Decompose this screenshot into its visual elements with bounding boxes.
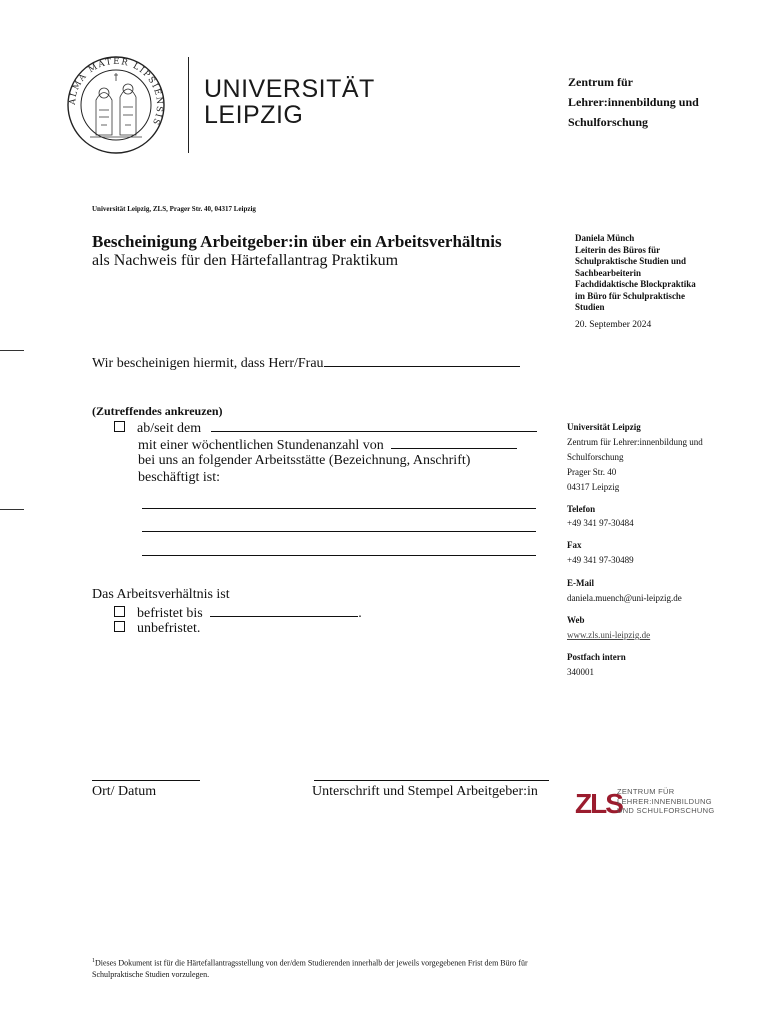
document-title: Bescheinigung Arbeitgeber:in über ein Arbeitsverhältnis (92, 232, 502, 251)
web-link[interactable]: www.zls.uni-leipzig.de (567, 630, 651, 640)
footnote-marker: 1 (92, 958, 95, 964)
university-name-line2: LEIPZIG (204, 101, 304, 129)
contact-person-block (575, 233, 745, 314)
zls-logo-line: LEHRER:INNENBILDUNG (617, 796, 712, 806)
zentrum-line: Zentrum für (568, 75, 633, 89)
ort-datum-label: Ort/ Datum (92, 784, 157, 799)
bescheinigen-statement (92, 354, 520, 372)
befristet-period: . (358, 606, 362, 621)
stunden-label: mit einer wöchentlichen Stundenanzahl von (138, 438, 384, 453)
contact-role-line: Fachdidaktische Blockpraktika (575, 279, 696, 289)
zentrum-line: Schulforschung (568, 115, 649, 129)
befristet-entry-line[interactable] (210, 604, 358, 617)
fax-value: +49 341 97-30489 (567, 555, 634, 565)
zls-logo-line: UND SCHULFORSCHUNG (617, 806, 715, 815)
zls-logo-line: ZENTRUM FÜR (617, 787, 675, 796)
fold-mark (0, 350, 24, 351)
email-label: E-Mail (567, 578, 594, 588)
document-subtitle: als Nachweis für den Härtefallantrag Praktikum (92, 252, 399, 269)
address-entry-line[interactable] (142, 555, 536, 556)
unbefristet-row (114, 621, 200, 637)
unbefristet-label: unbefristet. (137, 621, 201, 636)
contact-role-line: Studien (575, 302, 605, 312)
telefon-value: +49 341 97-30484 (567, 518, 634, 528)
beschaeftigt-label: beschäftigt ist: (138, 470, 221, 485)
zls-logo-text (617, 787, 715, 816)
address-entry-line[interactable] (142, 531, 536, 532)
contact-role-line: Sachbearbeiterin (575, 267, 641, 278)
ab-seit-row (114, 419, 537, 437)
address-org: Universität Leipzig (567, 422, 641, 432)
zentrum-heading (568, 72, 699, 132)
name-entry-line[interactable] (324, 354, 520, 367)
ab-seit-label: ab/seit dem (137, 421, 202, 436)
university-seal-logo (66, 55, 166, 155)
postfach-label: Postfach intern (567, 652, 626, 662)
unbefristet-checkbox[interactable] (114, 621, 125, 632)
fold-mark (0, 509, 24, 510)
contact-role-line: Leiterin des Büros für (575, 244, 661, 255)
address-line: 04317 Leipzig (567, 482, 620, 492)
arbeitsstaette-label: bei uns an folgender Arbeitsstätte (Bezeichnung, Anschrift) (138, 453, 471, 468)
address-line: Schulforschung (567, 452, 624, 462)
university-name-line1: UNIVERSITÄT (204, 75, 375, 103)
befristet-row (114, 604, 362, 622)
stunden-row (138, 436, 517, 454)
web-label: Web (567, 615, 585, 625)
logo-divider (188, 57, 189, 153)
postfach-value: 340001 (567, 667, 594, 677)
befristet-checkbox[interactable] (114, 606, 125, 617)
ab-seit-checkbox[interactable] (114, 421, 125, 432)
address-line: Zentrum für Lehrer:innenbildung und (567, 437, 703, 447)
zutreffend-hint: (Zutreffendes ankreuzen) (92, 404, 223, 418)
contact-role-line: Schulpraktische Studien und (575, 256, 687, 266)
address-lines (567, 435, 703, 495)
contact-name: Daniela Münch (575, 233, 635, 243)
ort-datum-line[interactable] (92, 780, 200, 781)
contact-role-line: im Büro für Schulpraktische (575, 290, 685, 301)
unterschrift-line[interactable] (314, 780, 549, 781)
address-entry-line[interactable] (142, 508, 536, 509)
document-date: 20. September 2024 (575, 320, 652, 330)
verhaeltnis-label: Das Arbeitsverhältnis ist (92, 587, 230, 602)
email-value[interactable]: daniela.muench@uni-leipzig.de (567, 593, 682, 603)
footnote-text: Dieses Dokument ist für die Härtefallantragsstellung von der/dem Studierenden innerhalb der jeweils vorgegebenen Frist dem Büro für Schulpraktische Studien vorzulegen. (92, 958, 528, 979)
sender-address-line: Universität Leipzig, ZLS, Prager Str. 40, 04317 Leipzig (92, 205, 256, 213)
stunden-entry-line[interactable] (391, 436, 517, 449)
address-line: Prager Str. 40 (567, 467, 617, 477)
web-value (567, 628, 650, 643)
bescheinigen-text: Wir bescheinigen hiermit, dass Herr/Frau (92, 356, 324, 371)
befristet-label: befristet bis (137, 606, 203, 621)
university-wordmark (204, 76, 375, 128)
svg-text:ALMA MATER LIPSIENSIS (68, 57, 164, 127)
footnote (92, 956, 552, 980)
telefon-label: Telefon (567, 504, 596, 514)
unterschrift-label: Unterschrift und Stempel Arbeitgeber:in (312, 784, 538, 799)
fax-label: Fax (567, 540, 582, 550)
zls-mark-text: ZLS (575, 788, 622, 819)
zentrum-line: Lehrer:innenbildung und (568, 95, 699, 109)
ab-seit-entry-line[interactable] (211, 419, 537, 432)
seal-text: ALMA MATER LIPSIENSIS (67, 56, 165, 128)
